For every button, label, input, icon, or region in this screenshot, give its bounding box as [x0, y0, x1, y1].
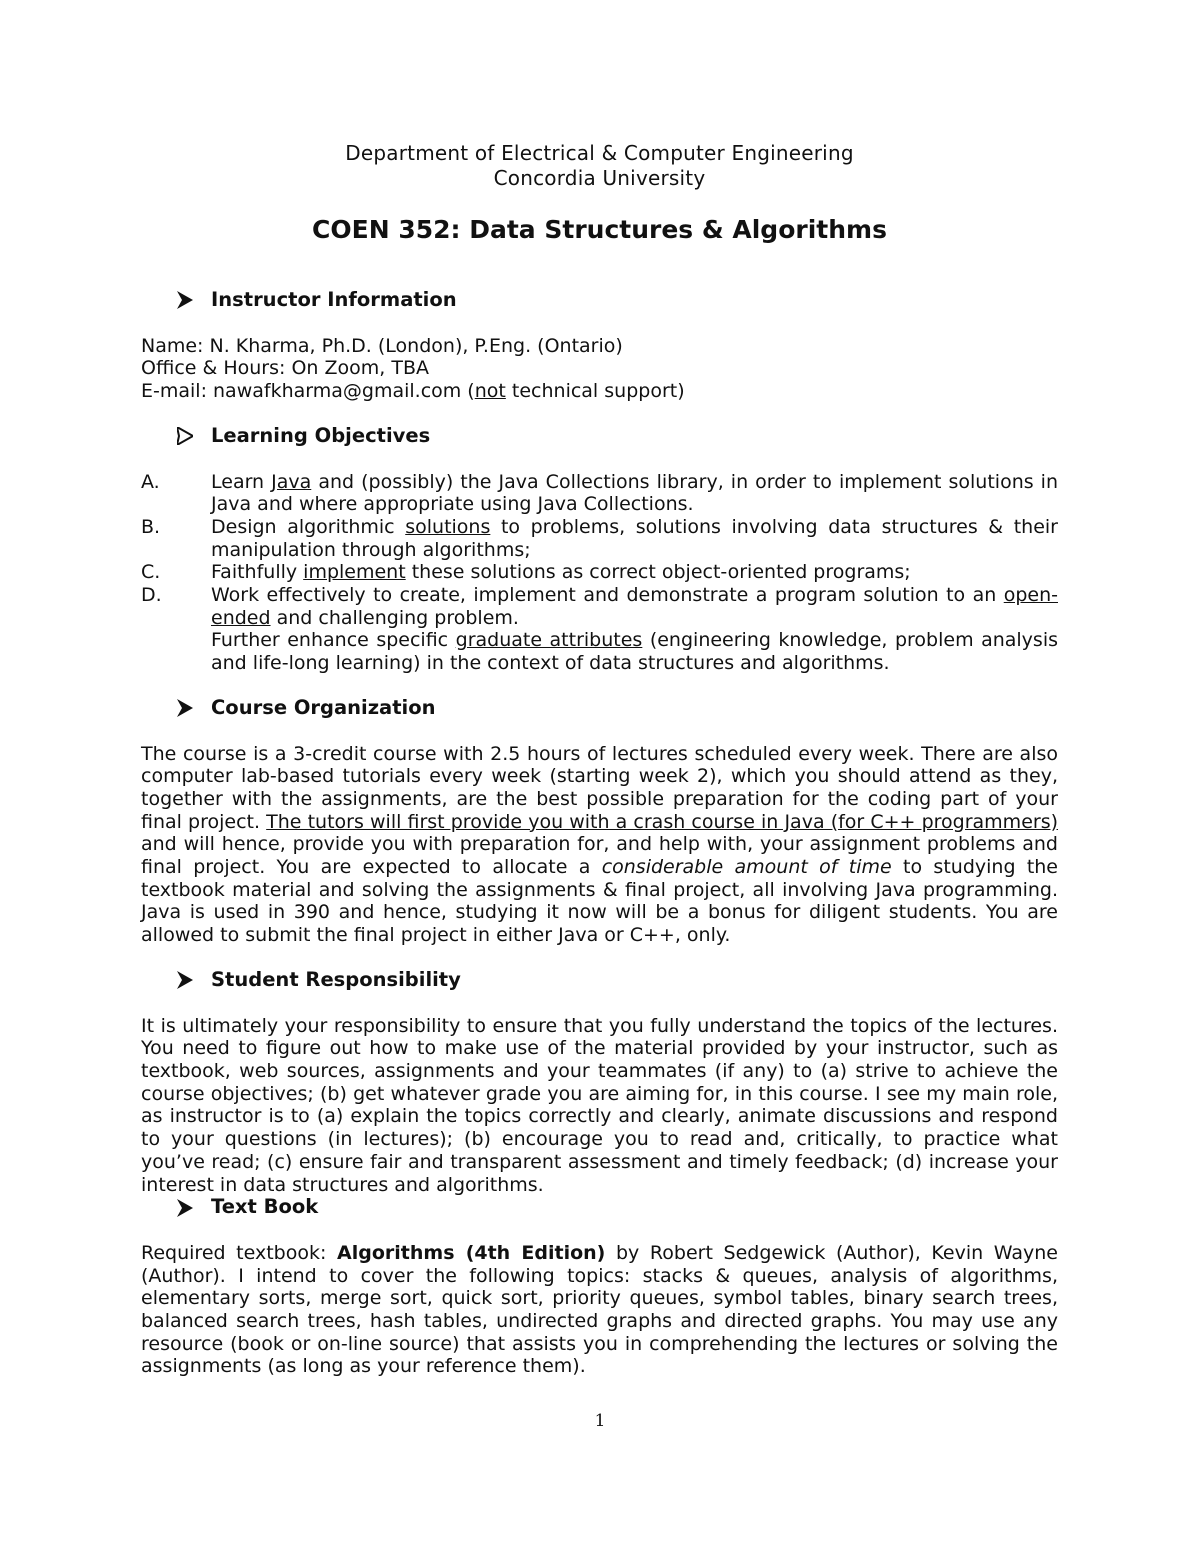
- instructor-email: [141, 380, 1058, 403]
- text-underlined: The tutors will first provide you with a crash course in Java (for C++ programmers): [266, 810, 1058, 833]
- text-pre: Design algorithmic: [211, 515, 406, 538]
- item-text: [211, 584, 1058, 629]
- email-suffix: technical support): [505, 380, 685, 403]
- text-post: by Robert Sedgewick (Author), Kevin Wayne (Author). I intend to cover the following topics: stacks & queues, analysis of algorithms, elementary sorts, merge sort, quick sort, priority queues, symbol tables, binary search trees, balanced search trees, hash tables, undirected graphs and directed graphs. You may use any resource (book or on-line source) that assists you in comprehending the lectures or solving the assignments (as long as your reference them).: [141, 1241, 1058, 1378]
- text-part: The course is a 3-credit course with 2.5 hours of lectures scheduled every week. There are also computer lab-based tutorials every week (starting week 2), which you should attend as they, together with the assignments, are the best possible preparation for the coding part of your final project.: [141, 742, 1058, 833]
- arrowhead-bullet-icon: [177, 971, 193, 989]
- page-content: [141, 141, 1058, 1378]
- heading-text: Learning Objectives: [211, 423, 431, 447]
- text-underlined: graduate attributes: [455, 629, 643, 652]
- text-pre: Learn: [211, 470, 272, 493]
- list-item: [141, 561, 1058, 584]
- text-post: and challenging problem.: [270, 606, 519, 629]
- text-pre: Further enhance specific: [211, 629, 456, 652]
- text-part: and will hence, provide you with preparation for, and help with, your assignment problems and final project. You are expected to allocate a: [141, 833, 1058, 879]
- text-underlined: solutions: [405, 515, 491, 538]
- heading-text: Student Responsibility: [211, 967, 461, 991]
- book-title: Algorithms (4th Edition): [337, 1241, 606, 1264]
- email-not: not: [474, 380, 506, 403]
- further-attributes: [211, 629, 1058, 674]
- text-pre: Required textbook:: [141, 1241, 338, 1264]
- list-item: [141, 516, 1058, 561]
- arrowhead-bullet-icon: [177, 1199, 193, 1217]
- organization-paragraph: [141, 743, 1058, 947]
- heading-text: Course Organization: [211, 695, 436, 719]
- course-title: COEN 352: Data Structures & Algorithms: [312, 215, 887, 244]
- text-post: and (possibly) the Java Collections library, in order to implement solutions in Java and where appropriate using Java Collections.: [211, 470, 1058, 516]
- heading-text: Text Book: [211, 1195, 319, 1219]
- list-item: [141, 471, 1058, 516]
- section-heading-textbook: [177, 1196, 1058, 1219]
- objectives-list: [141, 471, 1058, 630]
- item-label: B.: [141, 515, 161, 538]
- text-underlined: implement: [303, 561, 406, 584]
- university-name: Concordia University: [493, 166, 706, 190]
- text-pre: Work effectively to create, implement and demonstrate a program solution to an: [211, 584, 1004, 607]
- department-name: Department of Electrical & Computer Engineering: [345, 141, 854, 165]
- arrowhead-bullet-icon: [177, 427, 193, 445]
- page-number: 1: [594, 1411, 606, 1431]
- item-label: D.: [141, 584, 162, 607]
- responsibility-paragraph: It is ultimately your responsibility to ensure that you fully understand the topics of the lectures. You need to figure out how to make use of the material provided by your instructor, such as textbook, web sources, assignments and your teammates (if any) to (a) strive to achieve the course objectives; (b) get whatever grade you are aiming for, in this course. I see my main role, as instructor is to (a) explain the topics correctly and clearly, animate discussions and respond to your questions (in lectures); (b) encourage you to read and, critically, to practice what you’ve read; (c) ensure fair and transparent assessment and timely feedback; (d) increase your interest in data structures and algorithms.: [141, 1014, 1058, 1196]
- section-heading-objectives: [177, 425, 1058, 448]
- text-part: to studying the textbook material and solving the assignments & final project, all involving Java programming. Java is used in 390 and hence, studying it now will be a bonus for diligent students. You are allowed to submit the final project in either Java or C++, only.: [141, 856, 1058, 947]
- textbook-paragraph: [141, 1242, 1058, 1378]
- arrowhead-bullet-icon: [177, 699, 193, 717]
- email-prefix: E-mail: nawafkharma@gmail.com (: [141, 380, 475, 403]
- text-italic: considerable amount of time: [601, 856, 892, 879]
- text-pre: Faithfully: [211, 561, 304, 584]
- list-item: [141, 584, 1058, 629]
- instructor-office: Office & Hours: On Zoom, TBA: [141, 357, 429, 380]
- section-heading-instructor: [177, 289, 1058, 312]
- instructor-name: Name: N. Kharma, Ph.D. (London), P.Eng. (Ontario): [141, 334, 623, 357]
- text-post: to problems, solutions involving data structures & their manipulation through algorithms;: [211, 515, 1058, 561]
- item-label: C.: [141, 561, 161, 584]
- section-heading-organization: [177, 697, 1058, 720]
- arrowhead-bullet-icon: [177, 291, 193, 309]
- text-post: (engineering knowledge, problem analysis and life-long learning) in the context of data structures and algorithms.: [211, 629, 1059, 675]
- item-text: [211, 516, 1058, 561]
- heading-text: Instructor Information: [211, 288, 457, 311]
- item-label: A.: [141, 470, 160, 493]
- section-heading-responsibility: [177, 969, 1058, 992]
- text-post: these solutions as correct object-oriented programs;: [405, 561, 911, 584]
- item-text: [211, 561, 1058, 584]
- text-underlined: Java: [271, 470, 312, 493]
- text-underlined: open-ended: [211, 584, 1058, 629]
- item-text: [211, 471, 1058, 516]
